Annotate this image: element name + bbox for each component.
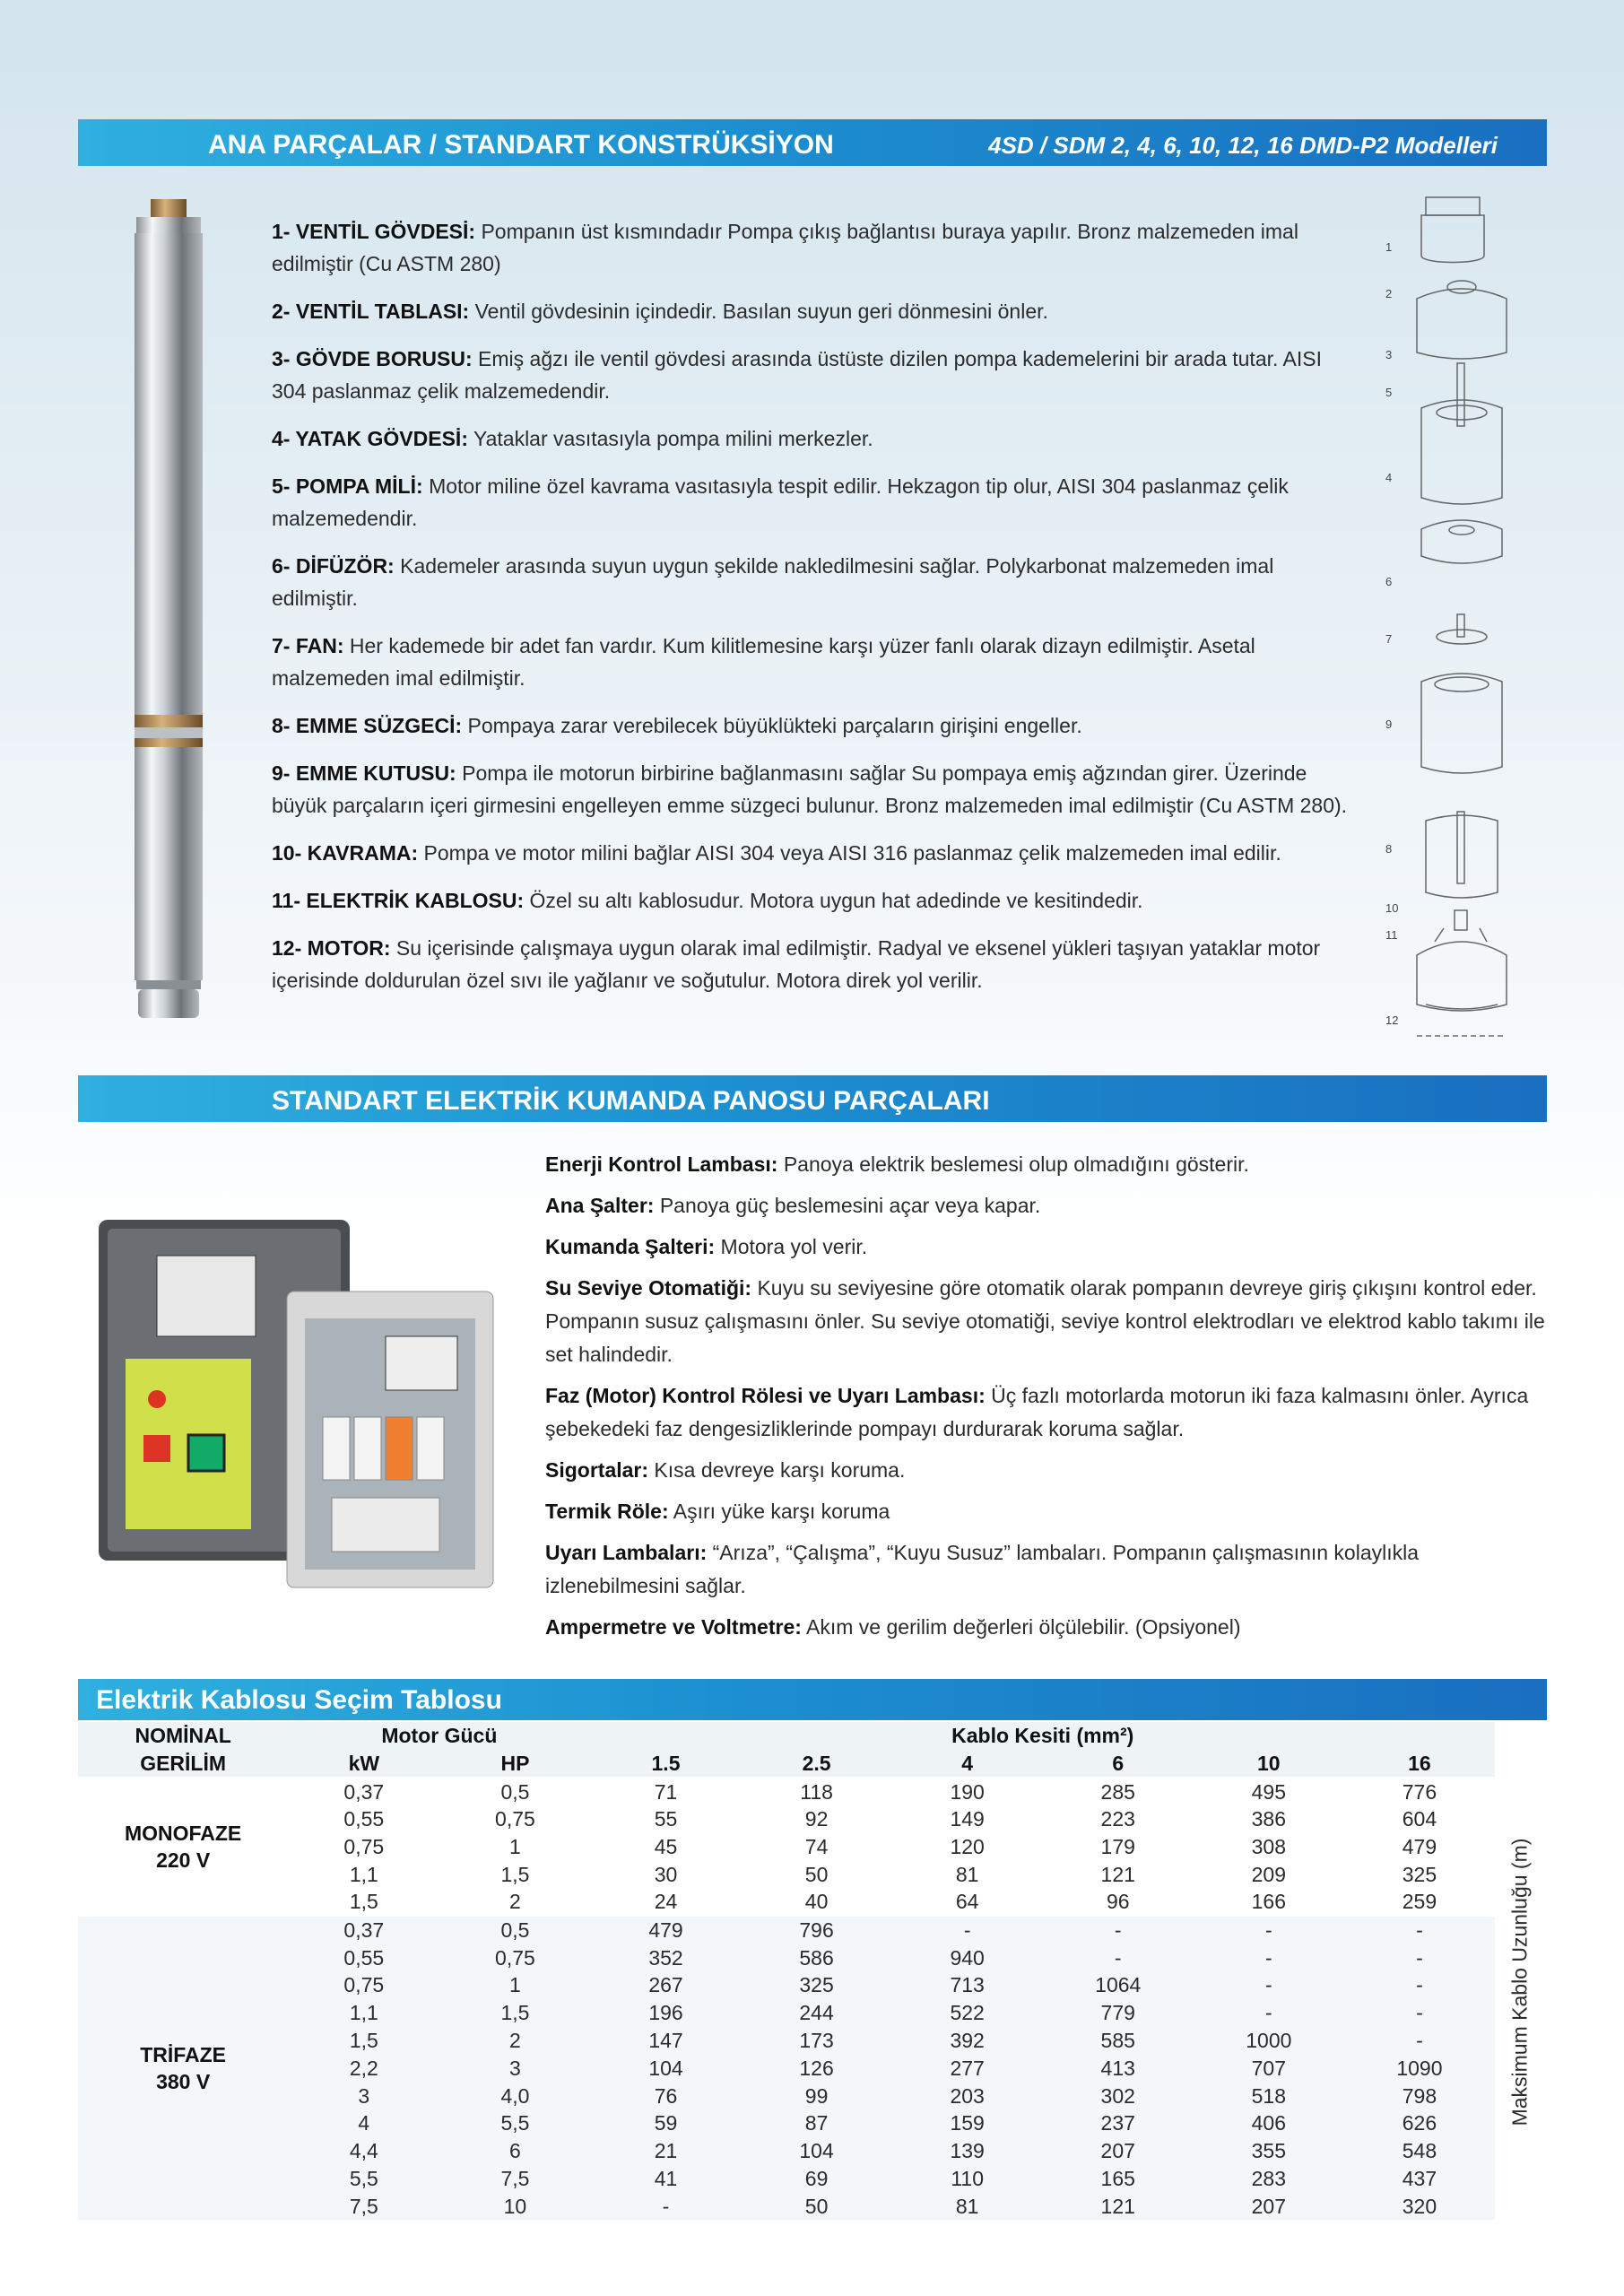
table-cell: 604: [1344, 1805, 1495, 1833]
part-item: 1- VENTİL GÖVDESİ: Pompanın üst kısmındadır Pompa çıkış bağlantısı buraya yapılır. Bronz malzemeden imal edilmiştir (Cu ASTM 280): [272, 220, 1298, 275]
table-cell: 209: [1194, 1860, 1344, 1888]
part-item: 6- DİFÜZÖR: Kademeler arasında suyun uygun şekilde nakledilmesini sağlar. Polykarbonat malzemeden imal edilmiştir.: [272, 554, 1274, 610]
table-cell: 413: [1043, 2054, 1194, 2082]
table-cell: 196: [590, 1999, 741, 2027]
table-cell: 120: [892, 1833, 1043, 1861]
table-cell: 1: [439, 1833, 590, 1861]
table-cell: -: [1194, 1971, 1344, 1999]
panel-item: Ampermetre ve Voltmetre: Akım ve gerilim değerleri ölçülebilir. (Opsiyonel): [545, 1615, 1241, 1639]
table-cell: 121: [1043, 2192, 1194, 2220]
table-cell: 0,37: [288, 1916, 439, 1944]
section-header: 10: [1257, 1751, 1281, 1775]
table-cell: 1064: [1043, 1971, 1194, 1999]
table-cell: 179: [1043, 1833, 1194, 1861]
table-cell: -: [1344, 1971, 1495, 1999]
panel-item: Kumanda Şalteri: Motora yol verir.: [545, 1235, 868, 1258]
table-row: [78, 1944, 1495, 1971]
panel-parts-header: [78, 1075, 1547, 1122]
section-header: 6: [1112, 1751, 1125, 1775]
voltage-group-label: TRİFAZE 380 V: [78, 1916, 288, 2220]
table-cell: 713: [892, 1971, 1043, 1999]
table-cell: 92: [742, 1805, 892, 1833]
table-cell: -: [1344, 1944, 1495, 1971]
table-row: [78, 1833, 1495, 1861]
table-cell: 1,1: [288, 1999, 439, 2027]
table-cell: 0,75: [439, 1805, 590, 1833]
table-row: [78, 2165, 1495, 2193]
table-cell: 96: [1043, 1888, 1194, 1916]
table-cell: 779: [1043, 1999, 1194, 2027]
table-cell: 325: [742, 1971, 892, 1999]
table-cell: 1,5: [288, 1888, 439, 1916]
table-cell: 244: [742, 1999, 892, 2027]
table-cell: 1,5: [288, 2027, 439, 2055]
table-cell: 149: [892, 1805, 1043, 1833]
table-row: [78, 2137, 1495, 2165]
pump-illustration: [126, 199, 212, 1024]
table-cell: 406: [1194, 2109, 1344, 2137]
table-cell: 283: [1194, 2165, 1344, 2193]
max-cable-length-label: Maksimum Kablo Uzunluğu (m): [1507, 1838, 1532, 2126]
table-cell: 386: [1194, 1805, 1344, 1833]
table-cell: 21: [590, 2137, 741, 2165]
table-cell: 437: [1344, 2165, 1495, 2193]
panel-item: Termik Röle: Aşırı yüke karşı koruma: [545, 1500, 890, 1523]
voltage-group-label: MONOFAZE 220 V: [78, 1778, 288, 1916]
diagram-number: 4: [1385, 471, 1393, 484]
table-cell: 4: [288, 2109, 439, 2137]
table-cell: 259: [1344, 1888, 1495, 1916]
table-cell: 3: [288, 2082, 439, 2109]
section-header: 16: [1408, 1751, 1431, 1775]
table-cell: 1: [439, 1971, 590, 1999]
table-cell: -: [1344, 1999, 1495, 2027]
section-header: 2.5: [802, 1751, 831, 1775]
table-cell: 104: [742, 2137, 892, 2165]
table-cell: 0,75: [288, 1833, 439, 1861]
table-cell: -: [1194, 1999, 1344, 2027]
diagram-number: 7: [1385, 632, 1393, 646]
table-row: [78, 1971, 1495, 1999]
table-cell: -: [1043, 1944, 1194, 1971]
cable-section-header: Kablo Kesiti (mm²): [951, 1724, 1134, 1748]
table-cell: 1,1: [288, 1860, 439, 1888]
table-cell: 1,5: [439, 1860, 590, 1888]
table-cell: 2: [439, 1888, 590, 1916]
table-cell: 355: [1194, 2137, 1344, 2165]
panel-item: Faz (Motor) Kontrol Rölesi ve Uyarı Lambası: Üç fazlı motorlarda motorun iki faza kalmasını önler. Ayrıca şebekedeki faz dengesizliklerinde pompayı durdurarak koruma sağlar.: [545, 1384, 1529, 1440]
table-cell: 548: [1344, 2137, 1495, 2165]
table-cell: 76: [590, 2082, 741, 2109]
table-cell: 30: [590, 1860, 741, 1888]
table-cell: 0,37: [288, 1778, 439, 1805]
table-cell: 64: [892, 1888, 1043, 1916]
section-header: 4: [961, 1751, 974, 1775]
table-cell: 55: [590, 1805, 741, 1833]
table-cell: 495: [1194, 1778, 1344, 1805]
table-cell: 0,75: [288, 1971, 439, 1999]
panel-item: Ana Şalter: Panoya güç beslemesini açar veya kapar.: [545, 1194, 1041, 1217]
parts-list: [272, 215, 1348, 1012]
diagram-number: 11: [1385, 928, 1398, 942]
table-cell: 776: [1344, 1778, 1495, 1805]
models-subtitle: 4SD / SDM 2, 4, 6, 10, 12, 16 DMD-P2 Modelleri: [988, 132, 1498, 159]
diagram-number: 6: [1385, 575, 1393, 588]
table-cell: 4,4: [288, 2137, 439, 2165]
table-cell: 0,55: [288, 1944, 439, 1971]
diagram-number: 8: [1385, 842, 1393, 856]
table-cell: 87: [742, 2109, 892, 2137]
table-cell: 2,2: [288, 2054, 439, 2082]
table-cell: 147: [590, 2027, 741, 2055]
table-cell: 45: [590, 1833, 741, 1861]
table-cell: 707: [1194, 2054, 1344, 2082]
table-cell: 74: [742, 1833, 892, 1861]
table-cell: 5,5: [439, 2109, 590, 2137]
table-cell: -: [590, 2192, 741, 2220]
table-cell: 302: [1043, 2082, 1194, 2109]
table-cell: 325: [1344, 1860, 1495, 1888]
table-cell: 7,5: [288, 2192, 439, 2220]
part-item: 2- VENTİL TABLASI: Ventil gövdesinin içindedir. Basılan suyun geri dönmesini önler.: [272, 300, 1048, 323]
section-header: 1.5: [651, 1751, 681, 1775]
table-cell: 518: [1194, 2082, 1344, 2109]
table-cell: 69: [742, 2165, 892, 2193]
table-row: [78, 1805, 1495, 1833]
cable-table-title: Elektrik Kablosu Seçim Tablosu: [78, 1679, 1547, 1720]
diagram-number: 2: [1385, 287, 1393, 300]
table-cell: 285: [1043, 1778, 1194, 1805]
table-row: [78, 2082, 1495, 2109]
nominal-header-1: NOMİNAL: [135, 1724, 231, 1748]
table-cell: 267: [590, 1971, 741, 1999]
exploded-parts-diagram: [1372, 193, 1551, 1045]
hp-header: HP: [500, 1751, 530, 1775]
table-cell: 237: [1043, 2109, 1194, 2137]
panel-item: Uyarı Lambaları: “Arıza”, “Çalışma”, “Kuyu Susuz” lambaları. Pompanın çalışmasının kolaylıkla izlenebilmesini sağlar.: [545, 1541, 1420, 1597]
panel-item: Enerji Kontrol Lambası: Panoya elektrik beslemesi olup olmadığını gösterir.: [545, 1152, 1249, 1176]
motor-power-header: Motor Gücü: [381, 1724, 498, 1748]
diagram-number: 9: [1385, 718, 1393, 731]
panel-parts-list: [545, 1148, 1550, 1652]
table-cell: 6: [439, 2137, 590, 2165]
table-cell: 479: [1344, 1833, 1495, 1861]
table-cell: 207: [1194, 2192, 1344, 2220]
table-cell: 10: [439, 2192, 590, 2220]
table-row: [78, 2109, 1495, 2137]
table-cell: 0,55: [288, 1805, 439, 1833]
table-row: [78, 2054, 1495, 2082]
table-cell: 4,0: [439, 2082, 590, 2109]
table-row: [78, 1999, 1495, 2027]
diagram-number: 3: [1385, 348, 1393, 361]
table-row: [78, 2027, 1495, 2055]
part-item: 9- EMME KUTUSU: Pompa ile motorun birbirine bağlanmasını sağlar Su pompaya emiş ağzından girer. Üzerinde büyük parçaların içeri girmesini engelleyen emme süzgeci bulunur. Bronz malzemeden imal edilmiştir (Cu ASTM 280).: [272, 761, 1348, 817]
table-row: [78, 2192, 1495, 2220]
table-cell: 121: [1043, 1860, 1194, 1888]
table-cell: 81: [892, 1860, 1043, 1888]
cable-selection-table: [78, 1722, 1495, 2220]
part-item: 10- KAVRAMA: Pompa ve motor milini bağlar AISI 304 veya AISI 316 paslanmaz çelik malzemeden imal edilir.: [272, 841, 1281, 865]
table-cell: 798: [1344, 2082, 1495, 2109]
table-row: [78, 1916, 1495, 1944]
table-cell: 479: [590, 1916, 741, 1944]
table-cell: 71: [590, 1778, 741, 1805]
table-cell: 99: [742, 2082, 892, 2109]
table-cell: -: [892, 1916, 1043, 1944]
table-cell: -: [1194, 1944, 1344, 1971]
table-row: [78, 1888, 1495, 1916]
part-item: 12- MOTOR: Su içerisinde çalışmaya uygun olarak imal edilmiştir. Radyal ve eksenel yükleri taşıyan yataklar motor içerisinde doldurulan özel sıvı ile yağlanır ve soğutulur. Motora direk yol verilir.: [272, 936, 1321, 992]
table-cell: 159: [892, 2109, 1043, 2137]
table-cell: 166: [1194, 1888, 1344, 1916]
table-cell: 41: [590, 2165, 741, 2193]
table-cell: 59: [590, 2109, 741, 2137]
table-cell: 165: [1043, 2165, 1194, 2193]
table-cell: 223: [1043, 1805, 1194, 1833]
panel-item: Su Seviye Otomatiği: Kuyu su seviyesine göre otomatik olarak pompanın devreye giriş çıkışını kontrol eder. Pompanın susuz çalışmasını önler. Su seviye otomatiği, seviye kontrol elektrodları ve elektrod kablo takımı ile set halindedir.: [545, 1276, 1545, 1366]
table-cell: 203: [892, 2082, 1043, 2109]
diagram-number: 10: [1385, 901, 1399, 915]
table-cell: 1000: [1194, 2027, 1344, 2055]
table-cell: 0,5: [439, 1778, 590, 1805]
part-item: 7- FAN: Her kademede bir adet fan vardır. Kum kilitlemesine karşı yüzer fanlı olarak dizayn edilmiştir. Asetal malzemeden imal edilmiştir.: [272, 634, 1255, 690]
table-cell: 585: [1043, 2027, 1194, 2055]
table-cell: 126: [742, 2054, 892, 2082]
table-cell: 207: [1043, 2137, 1194, 2165]
table-cell: 352: [590, 1944, 741, 1971]
table-cell: 139: [892, 2137, 1043, 2165]
table-cell: 320: [1344, 2192, 1495, 2220]
table-cell: 2: [439, 2027, 590, 2055]
table-cell: -: [1194, 1916, 1344, 1944]
diagram-number: 1: [1385, 240, 1393, 254]
panel-parts-title: STANDART ELEKTRİK KUMANDA PANOSU PARÇALARI: [272, 1086, 990, 1116]
table-cell: 626: [1344, 2109, 1495, 2137]
part-item: 3- GÖVDE BORUSU: Emiş ağzı ile ventil gövdesi arasında üstüste dizilen pompa kademelerini bir arada tutar. AISI 304 paslanmaz çelik malzemedendir.: [272, 347, 1322, 403]
table-cell: 173: [742, 2027, 892, 2055]
table-row: [78, 1778, 1495, 1805]
table-cell: 940: [892, 1944, 1043, 1971]
table-cell: 7,5: [439, 2165, 590, 2193]
table-cell: 190: [892, 1778, 1043, 1805]
main-parts-header: [78, 119, 1547, 166]
panel-item: Sigortalar: Kısa devreye karşı koruma.: [545, 1458, 906, 1482]
table-cell: 796: [742, 1916, 892, 1944]
main-parts-title: ANA PARÇALAR / STANDART KONSTRÜKSİYON: [208, 130, 834, 160]
table-cell: 1,5: [439, 1999, 590, 2027]
table-row: [78, 1860, 1495, 1888]
table-cell: 1090: [1344, 2054, 1495, 2082]
table-cell: 522: [892, 1999, 1043, 2027]
part-item: 11- ELEKTRİK KABLOSU: Özel su altı kablosudur. Motora uygun hat adedinde ve kesitindedir.: [272, 889, 1143, 912]
table-cell: 0,75: [439, 1944, 590, 1971]
control-panel-illustration: [90, 1202, 502, 1596]
table-cell: 104: [590, 2054, 741, 2082]
table-cell: -: [1344, 1916, 1495, 1944]
nominal-header-2: GERİLİM: [140, 1751, 227, 1775]
diagram-number: 5: [1385, 386, 1393, 399]
table-cell: 586: [742, 1944, 892, 1971]
diagram-number: 12: [1385, 1013, 1399, 1027]
table-cell: 110: [892, 2165, 1043, 2193]
table-cell: 308: [1194, 1833, 1344, 1861]
table-cell: -: [1043, 1916, 1194, 1944]
table-cell: 24: [590, 1888, 741, 1916]
table-cell: 81: [892, 2192, 1043, 2220]
part-item: 8- EMME SÜZGECİ: Pompaya zarar verebilecek büyüklükteki parçaların girişini engeller.: [272, 714, 1082, 737]
table-cell: 3: [439, 2054, 590, 2082]
table-cell: 5,5: [288, 2165, 439, 2193]
table-cell: 40: [742, 1888, 892, 1916]
part-item: 4- YATAK GÖVDESİ: Yataklar vasıtasıyla pompa milini merkezler.: [272, 427, 873, 450]
part-item: 5- POMPA MİLİ: Motor miline özel kavrama vasıtasıyla tespit edilir. Hekzagon tip olur, AISI 304 paslanmaz çelik malzemedendir.: [272, 474, 1289, 530]
table-cell: 50: [742, 1860, 892, 1888]
table-cell: -: [1344, 2027, 1495, 2055]
table-cell: 118: [742, 1778, 892, 1805]
table-cell: 0,5: [439, 1916, 590, 1944]
table-cell: 50: [742, 2192, 892, 2220]
table-cell: 392: [892, 2027, 1043, 2055]
table-cell: 277: [892, 2054, 1043, 2082]
kw-header: kW: [348, 1751, 380, 1775]
